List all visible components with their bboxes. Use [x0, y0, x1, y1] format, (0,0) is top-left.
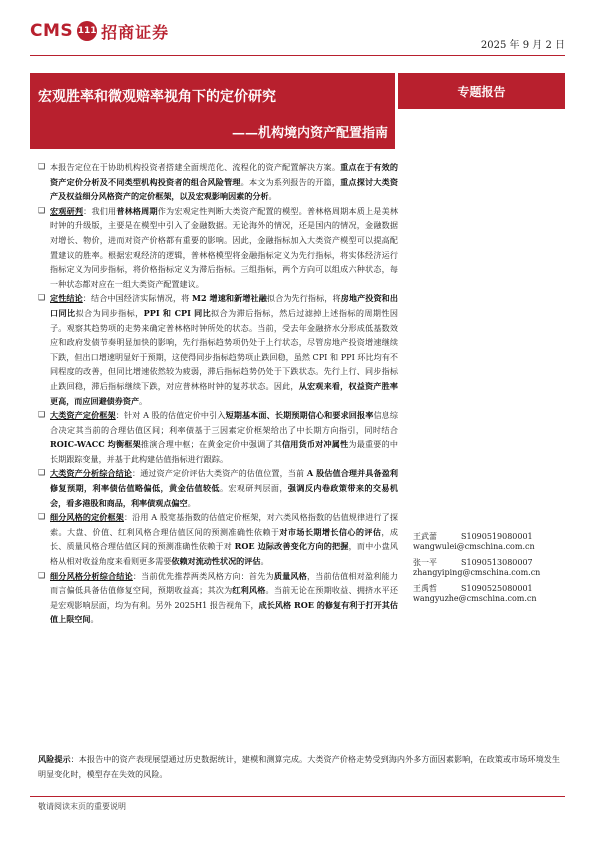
body-text: ：通过资产定价评估大类资产的估值位置，当前 — [132, 468, 307, 479]
emphasis-text: 对市场长期增长信心的评估 — [279, 526, 382, 537]
emphasis-text: 宏观研判 — [50, 205, 84, 216]
emphasis-text: 成长风格 ROE 的修复有利于打开其估值上限空间 — [50, 599, 398, 625]
body-text: ：结合中国经济实际情况，将 — [82, 293, 193, 304]
body-text: ：我们用 — [83, 205, 117, 216]
emphasis-text: 普林格周期 — [116, 205, 158, 216]
checkbox-bullet-icon: ❑ — [38, 205, 46, 215]
body-text: 拟合为滞后指标，然后过滤掉上述指标的周期性因子。观察其趋势项的走势来确定普林格时钟所处的状态。当前，受去年金融挤水分形成低基数效应和政府发债节奏明显加快的影响，先行指标趋势项仍处于上行状态，尽管房地产投资增速继续下跌，但出口增速明显好于预期，这使得同步指标趋势项止跌回稳，虽然 CPI 和 PPI 环比均有不同程度的改善，但同比增速依然较为疲弱，滞后指标趋势仍处于下跌状态。先行上行、同步指标止跌回稳，滞后指标继续下跌，对应普林格时钟的复苏状态。因此， — [50, 307, 398, 391]
report-type-badge: 专题报告 — [398, 73, 565, 109]
footer-note: 敬请阅读末页的重要说明 — [38, 802, 126, 811]
footer-divider — [30, 796, 565, 797]
body-text: 。 — [139, 395, 148, 406]
analyst-name: 王武蕾 — [413, 532, 437, 541]
body-text: 信息综合决定其当前的合理估值区间；利率债基于三因素定价框架给出了中长期方向指引，同时结合 — [50, 410, 398, 435]
emphasis-text: 质量风格 — [273, 570, 307, 581]
summary-body — [38, 160, 398, 627]
report-subtitle: ——机构境内资产配置指南 — [231, 126, 388, 141]
body-text: 。宏观研判层面， — [219, 483, 288, 494]
body-text: 。 — [268, 191, 277, 202]
logo-badge-icon: 111 — [77, 21, 97, 41]
emphasis-text: 细分风格分析综合结论 — [50, 570, 133, 581]
analyst-name: 张一平 — [413, 558, 437, 567]
analyst-certificate: S1090513080007 — [461, 558, 533, 567]
summary-paragraph — [38, 291, 398, 408]
analyst-list — [413, 532, 563, 610]
body-text: 拟合为同步指标， — [75, 307, 144, 318]
risk-warning — [38, 752, 560, 781]
body-text: 作为宏观定性判断大类资产配置的模型。普林格周期本质上是美林时钟的升级版，主要是在模型中引入了金融数据。无论海外的情况，还是国内的情况，金融数据对增长、物价，进而对资产价格都有重要的影响。因此，金融指标加入大类资产模型可以提高配置建议的胜率。根据宏观经济的逻辑，普林格模型将金融指标定义为先行指标，将实体经济运行指标定义为同步指标，将价格指标定义为滞后指标。三组指标，两个方向可以组成六种状态，每一种状态都对应在一组大类资产配置建议。 — [50, 205, 398, 289]
summary-paragraph — [38, 160, 398, 204]
body-text: 。 — [90, 614, 99, 625]
emphasis-text: 定性结论 — [50, 293, 83, 304]
logo-chinese-name: 招商证券 — [101, 22, 170, 42]
body-text: 。当前无论在预期收益、拥挤水平还是宏观影响层面，均为有利。另外 2025H1 报告视角下， — [50, 585, 398, 610]
summary-paragraph — [38, 466, 398, 510]
emphasis-text: 强调反内卷政策带来的交易机会，看多港股和商品，利率债观点偏空 — [50, 483, 398, 508]
body-text: 。本文为系列报告的开篇， — [240, 176, 341, 187]
analyst-email: wangyuzhe@cmschina.com.cn — [413, 594, 537, 603]
body-text: 。 — [260, 556, 269, 567]
body-text: 拟合为先行指标，将 — [266, 293, 341, 304]
checkbox-bullet-icon: ❑ — [38, 293, 46, 303]
summary-paragraph — [38, 408, 398, 466]
body-text: 推演合理中枢；在黄金定价中强调了其 — [140, 439, 282, 450]
body-text: 。 — [187, 497, 196, 508]
analyst-name: 王禹哲 — [413, 584, 437, 593]
checkbox-bullet-icon: ❑ — [38, 512, 46, 522]
emphasis-text: 信用货币对冲属性 — [281, 439, 349, 450]
body-text: ，成长、质量风格合理估值区间的预测准确性依赖于对 — [50, 526, 398, 552]
analyst-certificate: S1090519080001 — [461, 532, 533, 541]
emphasis-text: 短期基本面、长期预期信心和要求回报率 — [225, 410, 374, 421]
checkbox-bullet-icon: ❑ — [38, 162, 46, 171]
analyst-certificate: S1090525080001 — [461, 584, 533, 593]
body-text: ，当前估值相对盈利能力而言偏低具备估值修复空间，预期收益高；其次为 — [50, 570, 398, 596]
logo-cms-text: CMS — [30, 21, 74, 41]
report-date: 2025 年 9 月 2 日 — [480, 40, 565, 51]
emphasis-text: 细分风格的定价框架 — [50, 512, 124, 523]
header-divider — [30, 55, 565, 56]
emphasis-text: PPI 和 CPI 同比 — [143, 307, 212, 318]
analyst-email: zhangyiping@cmschina.com.cn — [413, 568, 541, 577]
risk-text: ：本报告中的资产表现展望通过历史数据统计，建模和测算完成。大类资产价格走势受到海内外多方面因素影响，在政策或市场环境发生明显变化时，模型存在失效的风险。 — [38, 754, 560, 779]
body-text: ，而中小盘风格从相对收益角度来看则更多需要 — [50, 541, 398, 567]
emphasis-text: 从宏观来看，权益资产胜率更高，而应回避债券资产 — [50, 380, 398, 406]
analyst-email: wangwulei@cmschina.com.cn — [413, 542, 535, 551]
report-title: 宏观胜率和微观赔率视角下的定价研究 — [38, 89, 276, 105]
risk-label: 风险提示 — [38, 754, 71, 764]
analyst-entry — [413, 532, 563, 552]
summary-paragraph — [38, 510, 398, 568]
summary-paragraph — [38, 569, 398, 627]
emphasis-text: 大类资产定价框架 — [50, 410, 116, 421]
checkbox-bullet-icon: ❑ — [38, 570, 46, 580]
analyst-entry — [413, 584, 563, 604]
body-text: ：当前优先推荐两类风格方向：首先为 — [132, 570, 274, 581]
body-text: ：针对 A 股的估值定价中引入 — [115, 410, 226, 421]
cms-logo — [30, 20, 169, 42]
body-text: 本报告定位在于协助机构投资者搭建全面规范化、流程化的资产配置解决方案。 — [50, 162, 341, 172]
emphasis-text: 房地产投资和出口同比 — [50, 293, 398, 318]
emphasis-text: 红利风格 — [232, 585, 266, 596]
emphasis-text: ROIC-WACC 均衡框架 — [50, 439, 141, 450]
emphasis-text: A 股估值合理并具备盈利修复预期，利率债估值略偏低，黄金估值较低 — [50, 468, 398, 494]
emphasis-text: ROE 边际改善变化方向的把握 — [234, 541, 349, 552]
analyst-entry — [413, 558, 563, 578]
emphasis-text: 重点在于有效的资产定价分析及不同类型机构投资者的组合风险管理 — [50, 162, 398, 187]
emphasis-text: M2 增速和新增社融 — [192, 293, 267, 304]
checkbox-bullet-icon: ❑ — [38, 410, 46, 420]
emphasis-text: 大类资产分析综合结论 — [50, 468, 132, 479]
emphasis-text: 依赖对流动性状况的评估 — [171, 556, 261, 567]
checkbox-bullet-icon: ❑ — [38, 468, 46, 478]
summary-paragraph — [38, 204, 398, 292]
emphasis-text: 重点探讨大类资产及权益细分风格资产的定价框架，以及宏观影响因素的分析 — [50, 176, 398, 202]
body-text: ：沿用 A 股宽基指数的估值定价框架，对六类风格指数的估值规律进行了探索。大盘、价值、红利风格合理估值区间的预测准确性依赖于 — [50, 512, 398, 537]
body-text: 为最重要的中长期跟踪变量，并基于此构建估值指标进行跟踪。 — [50, 439, 398, 464]
